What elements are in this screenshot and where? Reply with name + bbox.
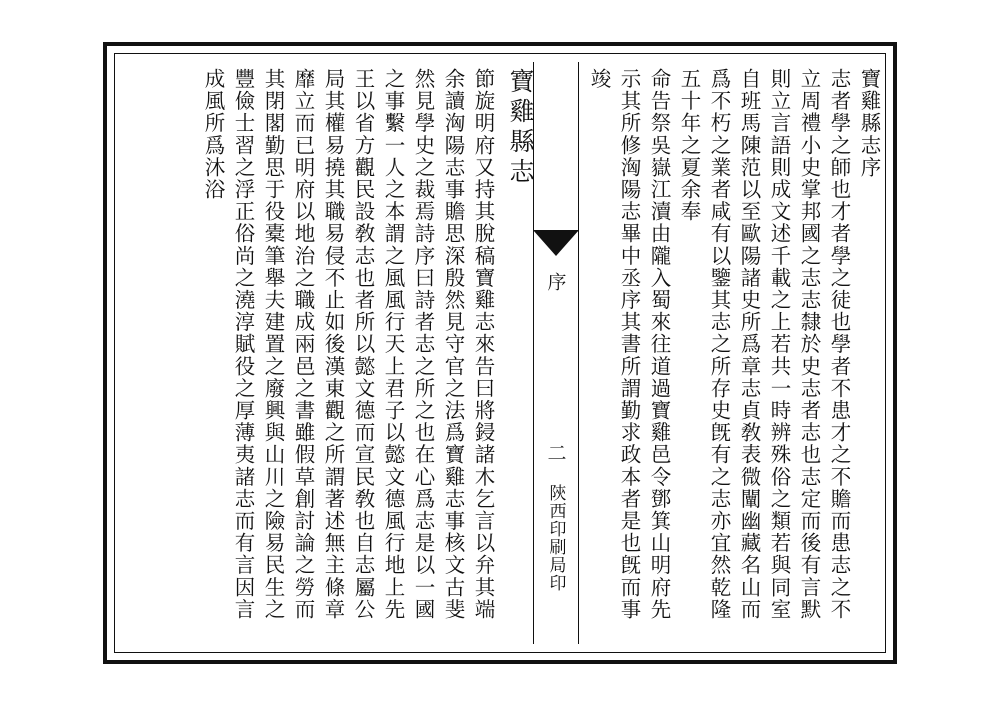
page-border-inner bbox=[114, 53, 886, 653]
column-text-13: 然見學史之裁焉詩序曰詩者志之所之也在心爲志是以一國 bbox=[411, 68, 435, 621]
page-number: 二 bbox=[544, 443, 567, 462]
column-text-7: 五十年之夏余奉 bbox=[677, 68, 701, 223]
column-text-19: 豐儉士習之浮正俗尚之澆淳賦役之厚薄夷諸志而有言因言 bbox=[231, 68, 255, 621]
column-text-8: 命告祭吳嶽江瀆由隴入蜀來往道過寶雞邑令鄧箕山明府先 bbox=[647, 68, 671, 621]
page-border-outer bbox=[103, 42, 897, 664]
fishtail-icon bbox=[533, 230, 579, 256]
column-text-10: 竣 bbox=[587, 68, 611, 91]
section-label: 序 bbox=[544, 272, 567, 293]
column-text-15: 王以省方觀民設敎志也者所以懿文德而宣民敎也自志屬公 bbox=[351, 68, 375, 621]
column-text-3: 立周禮小史掌邦國之志志隸於史志者志也志定而後有言默 bbox=[797, 68, 821, 621]
column-text-14: 之事繫一人之本謂之風風行天上君子以懿文德風行地上先 bbox=[381, 68, 405, 621]
column-text-12: 余讀洶陽志事贍思深殷然見守官之法爲寶雞志事核文古斐 bbox=[441, 68, 465, 621]
column-text-4: 則立言語則成文述千載之上若共一時辨殊俗之類若與同室 bbox=[767, 68, 791, 621]
column-text-6: 爲不朽之業者咸有以鑒其志之所存史旣有之志亦宜然乾隆 bbox=[707, 68, 731, 621]
text-body bbox=[115, 54, 885, 652]
column-title: 寶雞縣志序 bbox=[857, 68, 881, 179]
column-text-20: 成風所爲沐浴 bbox=[201, 68, 225, 201]
column-text-2: 志者學之師也才者學之徒也學者不患才之不贍而患志之不 bbox=[827, 68, 851, 621]
column-text-18: 其閉閣勤思于役橐筆舉夫建置之廢興與山川之險易民生之 bbox=[261, 68, 285, 621]
center-fold bbox=[533, 62, 579, 644]
spine-title: 寶雞縣志 bbox=[506, 68, 535, 188]
column-text-11: 節旋明府又持其脫稿寶雞志來告曰將鋟諸木乞言以弁其端 bbox=[471, 68, 495, 621]
column-text-5: 自班馬陳范以至歐陽諸史所爲章志貞敎表微闡幽藏名山而 bbox=[737, 68, 761, 621]
printer-imprint: 陝西印刷局印 bbox=[545, 484, 566, 592]
column-text-9: 示其所修洶陽志畢中丞序其書所謂勤求政本者是也旣而事 bbox=[617, 68, 641, 621]
column-text-16: 局其權易撓其職易侵不止如後漢東觀之所謂著述無主條章 bbox=[321, 68, 345, 621]
column-text-17: 靡立而已明府以地治之職成兩邑之書雖假草創討論之勞而 bbox=[291, 68, 315, 621]
